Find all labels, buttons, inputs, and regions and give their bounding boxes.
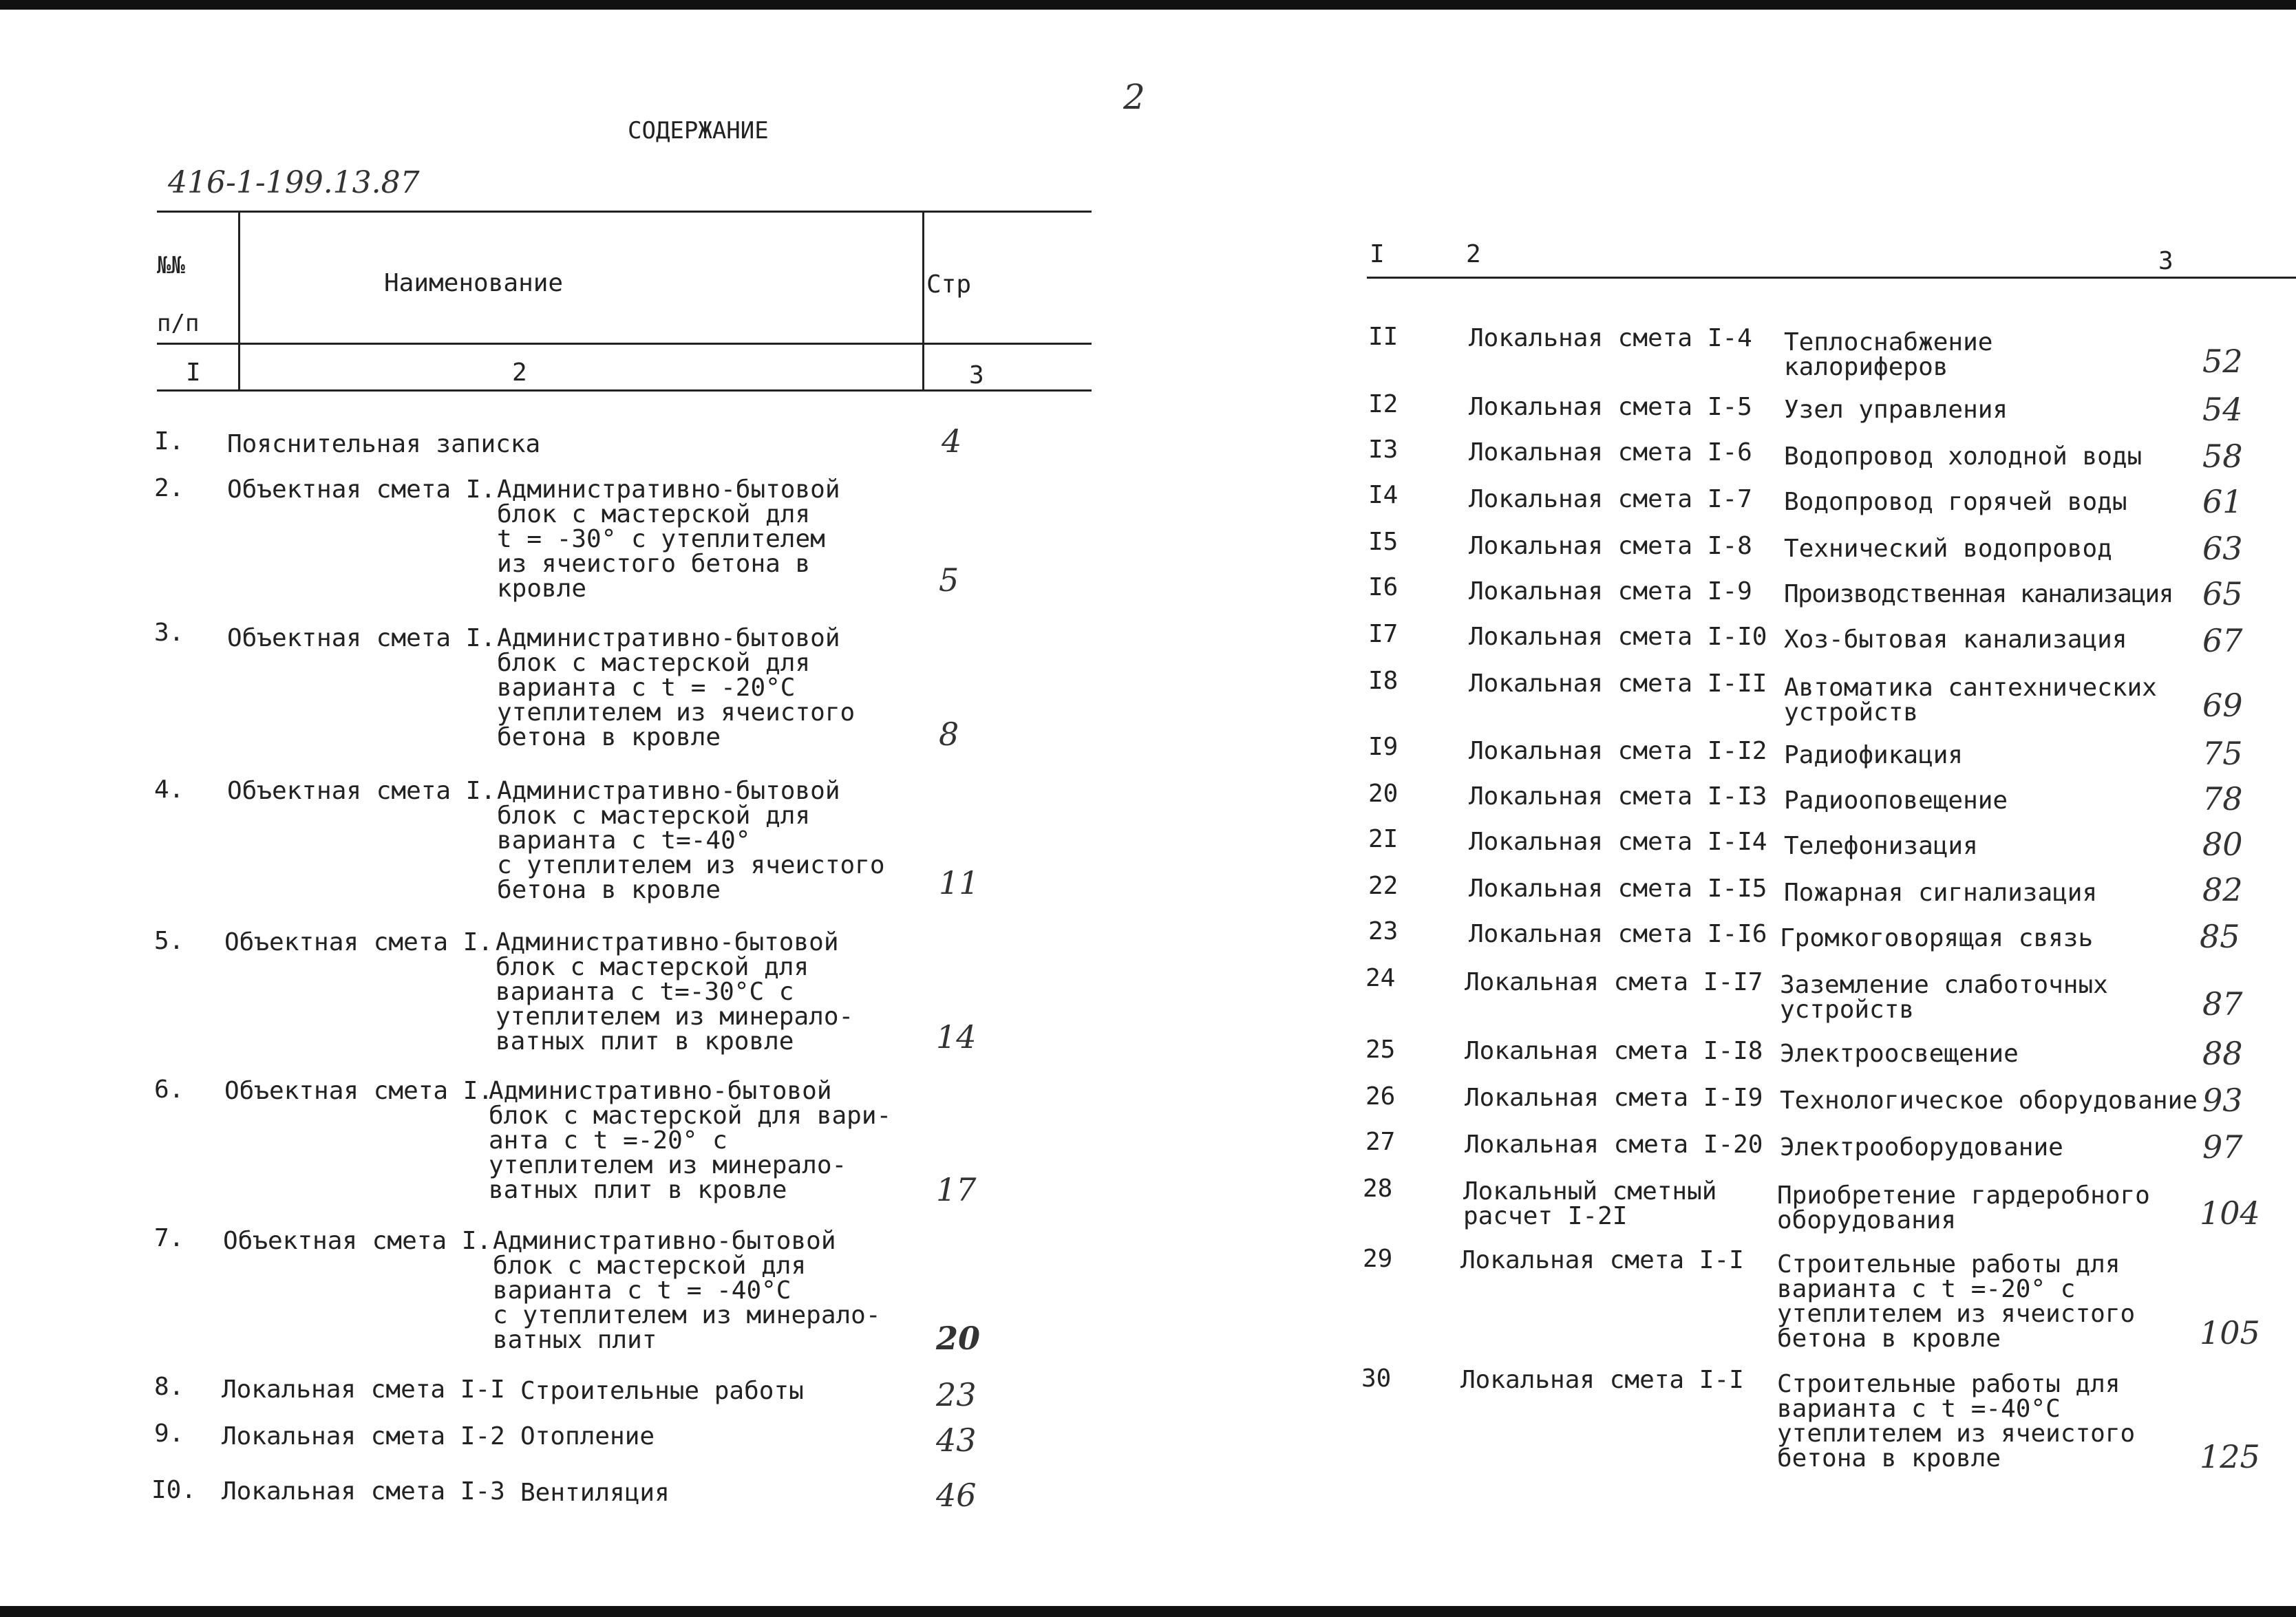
- document-code: 416-1-199.13.87: [168, 165, 420, 200]
- item-description: Водопровод холодной воды: [1784, 442, 2143, 471]
- item-number: I6: [1368, 573, 1399, 601]
- item-page: 87: [2202, 985, 2243, 1022]
- item-label: Локальная смета I-7: [1469, 485, 1752, 513]
- page-number: 2: [1123, 77, 1145, 117]
- header-bottom-line: [157, 389, 1092, 392]
- scan-border-top: [0, 0, 2296, 10]
- header-top-line: [157, 211, 1092, 213]
- item-label: Объектная смета I.: [227, 624, 496, 652]
- item-page: 14: [936, 1018, 977, 1056]
- right-header-line: [1367, 277, 2296, 279]
- item-label: Локальная смета I-I8: [1465, 1037, 1763, 1065]
- item-page: 88: [2202, 1035, 2243, 1072]
- item-page: 69: [2202, 687, 2243, 724]
- item-page: 97: [2202, 1128, 2243, 1166]
- item-number: 7.: [154, 1224, 184, 1252]
- item-description: Радиофикация: [1784, 741, 1964, 769]
- item-page: 5: [939, 561, 959, 599]
- item-description: Теплоснабжение калориферов: [1784, 328, 1993, 381]
- item-number: I5: [1368, 528, 1399, 556]
- item-label: Локальная смета I-5: [1469, 393, 1752, 421]
- item-label: Объектная смета I.: [224, 1077, 493, 1105]
- item-label: Объектная смета I.: [227, 777, 496, 805]
- item-label: Локальная смета I-I9: [1465, 1084, 1763, 1112]
- item-number: 8.: [154, 1373, 184, 1401]
- item-number: 24: [1365, 964, 1396, 992]
- right-colnum-2: 2: [1466, 240, 1481, 268]
- scan-border-bottom: [0, 1606, 2296, 1617]
- item-number: 3.: [154, 619, 184, 647]
- item-label: Локальная смета I-9: [1469, 577, 1752, 606]
- item-description: Административно-бытовой блок с мастерской для t = -30° с утеплителем из ячеистого бетона в кровле: [497, 475, 840, 603]
- item-label: Объектная смета I.: [227, 475, 496, 504]
- item-number: 6.: [154, 1075, 184, 1104]
- item-number: I8: [1368, 667, 1399, 695]
- item-description: Строительные работы: [520, 1377, 804, 1405]
- item-page: 67: [2202, 622, 2243, 659]
- item-page: 93: [2202, 1082, 2243, 1119]
- item-number: I3: [1368, 436, 1399, 464]
- item-description: Хоз-бытовая канализация: [1784, 625, 2127, 654]
- item-description: Радиооповещение: [1784, 786, 2008, 815]
- left-colnum-1: I: [186, 358, 201, 387]
- item-number: 2.: [154, 474, 184, 502]
- left-colnum-3: 3: [969, 361, 984, 389]
- item-description: Отопление: [520, 1422, 655, 1450]
- item-page: 54: [2202, 391, 2243, 428]
- item-description: Производственная канализация: [1784, 580, 2173, 608]
- item-page: 104: [2200, 1195, 2260, 1232]
- item-label: Локальная смета I-I0: [1469, 623, 1767, 651]
- item-page: 80: [2202, 826, 2243, 863]
- item-number: 27: [1365, 1128, 1396, 1156]
- item-description: Строительные работы для варианта с t =-20° с утеплителем из ячеистого бетона в кровле: [1777, 1250, 2136, 1353]
- item-label: Локальная смета I-II: [1469, 670, 1767, 698]
- item-label: Пояснительная записка: [227, 430, 541, 458]
- item-description: Пожарная сигнализация: [1784, 879, 2098, 907]
- item-page: 63: [2202, 530, 2243, 567]
- item-number: 29: [1363, 1245, 1393, 1273]
- item-label: Локальная смета I-4: [1469, 324, 1752, 352]
- item-page: 46: [936, 1477, 977, 1514]
- item-label: Локальная смета I-I3: [1469, 782, 1767, 811]
- item-description: Вентиляция: [520, 1479, 670, 1507]
- item-page: 4: [942, 422, 962, 460]
- item-page: 58: [2202, 438, 2243, 475]
- item-number: I0.: [151, 1476, 197, 1504]
- item-number: I2: [1368, 390, 1399, 418]
- item-label: Объектная смета I.: [223, 1227, 492, 1255]
- item-page: 20: [936, 1320, 981, 1357]
- item-label: Объектная смета I.: [224, 928, 493, 956]
- item-description: Строительные работы для варианта с t =-40°С утеплителем из ячеистого бетона в кровле: [1777, 1370, 2136, 1473]
- item-number: 22: [1368, 872, 1399, 900]
- item-description: Административно-бытовой блок с мастерской для вари- анта с t =-20° с утеплителем из минерало- ватных плит в кровле: [489, 1077, 892, 1204]
- header-num: №№ п/п: [157, 252, 200, 337]
- item-page: 43: [936, 1422, 977, 1459]
- item-description: Узел управления: [1784, 396, 2008, 424]
- item-number: 30: [1361, 1364, 1392, 1393]
- header-mid-line: [157, 343, 1092, 345]
- item-page: 75: [2202, 735, 2243, 772]
- item-description: Административно-бытовой блок с мастерской для варианта с t = -20°С утеплителем из ячеистого бетона в кровле: [497, 624, 855, 751]
- item-page: 105: [2200, 1314, 2260, 1351]
- item-description: Водопровод горячей воды: [1784, 488, 2127, 516]
- item-page: 82: [2202, 871, 2243, 908]
- right-colnum-3: 3: [2158, 247, 2173, 275]
- item-label: Локальная смета I-8: [1469, 532, 1752, 560]
- item-label: Локальная смета I-I5: [1469, 875, 1767, 903]
- item-description: Заземление слаботочных устройств: [1780, 971, 2108, 1024]
- item-number: 2I: [1368, 825, 1399, 853]
- item-number: 25: [1365, 1036, 1396, 1064]
- item-number: 26: [1365, 1082, 1396, 1111]
- item-description: Электроосвещение: [1780, 1040, 2019, 1068]
- item-label: Локальный сметный расчет I-2I: [1463, 1177, 1717, 1230]
- item-page: 11: [939, 864, 979, 901]
- item-label: Локальная смета I-I: [1460, 1246, 1744, 1274]
- item-page: 85: [2200, 918, 2240, 955]
- item-page: 17: [936, 1171, 977, 1208]
- item-description: Административно-бытовой блок с мастерской для варианта с t=-30°С с утеплителем из минерало- ватных плит в кровле: [496, 928, 854, 1056]
- item-label: Локальная смета I-I4: [1469, 828, 1767, 856]
- item-number: 20: [1368, 780, 1399, 808]
- item-label: Локальная смета I-3: [222, 1477, 505, 1506]
- item-page: 23: [936, 1376, 977, 1413]
- header-name: Наименование: [384, 269, 564, 297]
- item-page: 52: [2202, 343, 2243, 380]
- item-description: Административно-бытовой блок с мастерской для варианта с t=-40° с утеплителем из ячеистого бетона в кровле: [497, 777, 885, 904]
- item-label: Локальная смета I-20: [1465, 1131, 1763, 1159]
- left-colnum-2: 2: [512, 358, 527, 387]
- item-label: Локальная смета I-2: [222, 1422, 505, 1450]
- item-description: Телефонизация: [1784, 832, 1978, 860]
- item-number: I9: [1368, 733, 1399, 761]
- item-label: Локальная смета I-I: [1460, 1366, 1744, 1394]
- item-number: 28: [1363, 1175, 1393, 1203]
- item-page: 125: [2200, 1438, 2260, 1475]
- item-description: Административно-бытовой блок с мастерской для варианта с t = -40°С с утеплителем из минерало- ватных плит: [493, 1227, 881, 1354]
- item-number: 4.: [154, 775, 184, 804]
- item-page: 78: [2202, 780, 2243, 817]
- right-colnum-1: I: [1370, 240, 1385, 268]
- header-divider-1: [238, 211, 240, 391]
- header-page: Стр: [926, 270, 972, 299]
- item-number: I.: [154, 427, 184, 456]
- item-number: II: [1368, 323, 1399, 351]
- item-label: Локальная смета I-I7: [1465, 968, 1763, 996]
- item-page: 65: [2202, 575, 2243, 612]
- item-description: Технологическое оборудование: [1780, 1086, 2198, 1115]
- item-number: I4: [1368, 481, 1399, 509]
- item-description: Технический водопровод: [1784, 535, 2112, 563]
- item-number: 9.: [154, 1420, 184, 1448]
- page-title: СОДЕРЖАНИЕ: [628, 117, 769, 144]
- item-page: 61: [2202, 483, 2243, 520]
- item-label: Локальная смета I-I: [222, 1375, 505, 1404]
- item-description: Громкоговорящая связь: [1780, 924, 2094, 952]
- header-divider-2: [922, 211, 924, 391]
- item-description: Автоматика сантехнических устройств: [1784, 674, 2157, 727]
- item-number: I7: [1368, 620, 1399, 648]
- item-label: Локальная смета I-I2: [1469, 737, 1767, 765]
- item-description: Приобретение гардеробного оборудования: [1777, 1181, 2150, 1234]
- item-label: Локальная смета I-6: [1469, 438, 1752, 467]
- item-number: 23: [1368, 917, 1399, 945]
- item-label: Локальная смета I-I6: [1469, 920, 1767, 948]
- item-description: Электрооборудование: [1780, 1133, 2063, 1161]
- item-number: 5.: [154, 927, 184, 955]
- item-page: 8: [939, 716, 959, 753]
